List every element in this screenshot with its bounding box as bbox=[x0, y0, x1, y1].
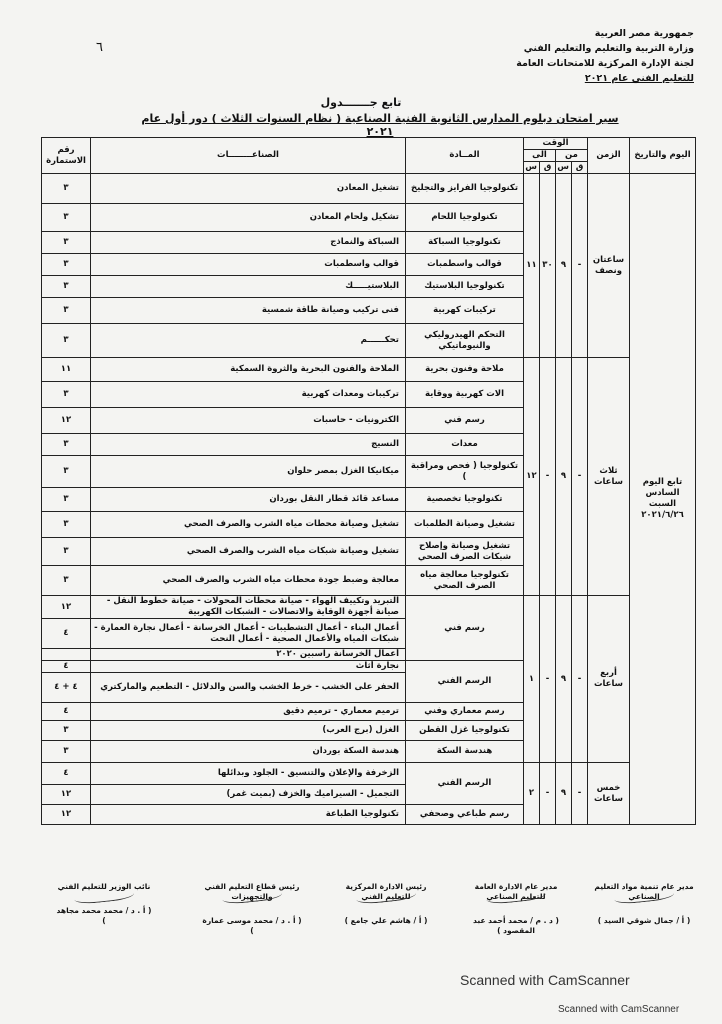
form-number-cell: ١١ bbox=[42, 358, 91, 382]
signature-block bbox=[594, 882, 694, 926]
table-subtitle: سير امتحان دبلوم المدارس الثانوية الفنية الصناعية ( نظام السنوات الثلاث ) دور أول عام ٢٠٢١ bbox=[141, 112, 619, 138]
from-minute-cell: - bbox=[572, 174, 588, 358]
form-number-cell: ١٢ bbox=[42, 785, 91, 805]
table-row bbox=[42, 763, 696, 785]
industry-cell: ترميم معماري - ترميم دقيق bbox=[91, 703, 406, 721]
industry-cell: الغزل (برج العرب) bbox=[91, 721, 406, 741]
signature-block bbox=[336, 882, 436, 926]
form-number-cell: ٣ bbox=[42, 324, 91, 358]
subject-cell: تركيبات كهربية bbox=[406, 298, 524, 324]
industry-cell: النسيج bbox=[91, 434, 406, 456]
signature-title: مدير عام الادارة العامة للتعليم الصناعي bbox=[474, 882, 558, 901]
form-number-cell: ٣ bbox=[42, 488, 91, 512]
subject-cell: تشغيل وصيانة الطلمبات bbox=[406, 512, 524, 538]
header-line: للتعليم الفني عام ٢٠٢١ bbox=[584, 73, 694, 84]
industry-cell: تكنولوجيا الطباعة bbox=[91, 805, 406, 825]
signatures-footer bbox=[36, 882, 694, 935]
form-number-cell: ٣ bbox=[42, 276, 91, 298]
duration-cell: خمس ساعات bbox=[588, 763, 630, 825]
form-number-cell: ١٢ bbox=[42, 408, 91, 434]
ministry-header bbox=[454, 26, 694, 86]
signature-name: ( د . م / محمد أحمد عبد المقصود ) bbox=[473, 916, 559, 935]
table-row bbox=[42, 358, 696, 382]
form-number-cell: ٣ bbox=[42, 204, 91, 232]
signature-block bbox=[466, 882, 566, 936]
subject-cell: ملاحة وفنون بحرية bbox=[406, 358, 524, 382]
from-minute-cell: - bbox=[572, 358, 588, 596]
form-number-cell bbox=[42, 649, 91, 661]
signature-name: ( أ . د / محمد موسى عمارة ) bbox=[202, 916, 302, 935]
duration-cell: ثلاث ساعات bbox=[588, 358, 630, 596]
industry-cell: الملاحة والفنون البحرية والثروة السمكية bbox=[91, 358, 406, 382]
subject-cell: قوالب واسطمبات bbox=[406, 254, 524, 276]
industry-cell: تشغيل وصيانة محطات مياه الشرب والصرف الصحي bbox=[91, 512, 406, 538]
from-hour-cell: ٩ bbox=[556, 763, 572, 825]
subject-cell: رسم فني bbox=[406, 596, 524, 661]
subject-cell: الرسم الفني bbox=[406, 763, 524, 805]
day-date-cell: تابع اليوم السادس السبت ٢٠٢١/٦/٢٦ bbox=[630, 174, 696, 825]
to-minute-cell: - bbox=[540, 763, 556, 825]
signature-block bbox=[54, 882, 154, 926]
header-time: الوقت bbox=[524, 138, 588, 150]
industry-cell: تحكــــــم bbox=[91, 324, 406, 358]
subject-cell: الات كهربية ووقاية bbox=[406, 382, 524, 408]
header-to-hour: س bbox=[524, 162, 540, 174]
subject-cell: هندسة السكة bbox=[406, 741, 524, 763]
industry-cell: الكترونيات - حاسبات bbox=[91, 408, 406, 434]
from-minute-cell: - bbox=[572, 763, 588, 825]
industry-cell: تشكيل ولحام المعادن bbox=[91, 204, 406, 232]
header-day-date: اليوم والتاريخ bbox=[630, 138, 696, 174]
subject-cell: رسم فني bbox=[406, 408, 524, 434]
header-subject: المــادة bbox=[406, 138, 524, 174]
industry-cell: نجارة أثاث bbox=[91, 661, 406, 673]
form-number-cell: ٤ + ٤ bbox=[42, 673, 91, 703]
header-from: من bbox=[556, 150, 588, 162]
header-line: جمهورية مصر العربية bbox=[594, 28, 694, 39]
industry-cell: هندسة السكة بوردان bbox=[91, 741, 406, 763]
signature-title: رئيس الادارة المركزية للتعليم الفني bbox=[345, 882, 427, 901]
subject-cell: تكنولوجيا الفرايز والتجليخ bbox=[406, 174, 524, 204]
subject-cell: تشغيل وصيانة وإصلاح شبكات الصرف الصحي bbox=[406, 538, 524, 566]
form-number-cell: ٣ bbox=[42, 232, 91, 254]
to-hour-cell: ١ bbox=[524, 596, 540, 763]
form-number-cell: ٣ bbox=[42, 254, 91, 276]
industry-cell: تشغيل وصيانة شبكات مياه الشرب والصرف الصحي bbox=[91, 538, 406, 566]
from-hour-cell: ٩ bbox=[556, 596, 572, 763]
header-line: لجنة الإدارة المركزية للامتحانات العامة bbox=[516, 58, 694, 69]
form-number-cell: ٤ bbox=[42, 661, 91, 673]
industry-cell: الحفر على الخشب - خرط الخشب والسن والدلائل - التطعيم والماركتري bbox=[91, 673, 406, 703]
form-number-cell: ٣ bbox=[42, 456, 91, 488]
industry-cell: التبريد وتكييف الهواء - صيانة محطات المحولات - صيانة خطوط النقل - صيانة أجهزة الوقاية والاتصالات - الشبكات الكهربية bbox=[91, 596, 406, 619]
camscanner-watermark: Scanned with CamScanner bbox=[460, 972, 630, 988]
from-hour-cell: ٩ bbox=[556, 358, 572, 596]
form-number-cell: ٣ bbox=[42, 512, 91, 538]
industry-cell: مساعد قائد قطار النقل بوردان bbox=[91, 488, 406, 512]
from-hour-cell: ٩ bbox=[556, 174, 572, 358]
form-number-cell: ٣ bbox=[42, 434, 91, 456]
subject-cell: تكنولوجيا غزل القطن bbox=[406, 721, 524, 741]
to-minute-cell: ٣٠ bbox=[540, 174, 556, 358]
industry-cell: البلاستيـــــك bbox=[91, 276, 406, 298]
subject-cell: الرسم الفني bbox=[406, 661, 524, 703]
header-form-number: رقم الاستمارة bbox=[42, 138, 91, 174]
subject-cell: رسم طباعي وصحفي bbox=[406, 805, 524, 825]
to-hour-cell: ٢ bbox=[524, 763, 540, 825]
signature-title: نائب الوزير للتعليم الفني bbox=[57, 882, 151, 891]
subject-cell: تكنولوجيا تخصصية bbox=[406, 488, 524, 512]
table-body bbox=[42, 174, 696, 825]
table-row bbox=[42, 596, 696, 619]
table-header bbox=[42, 138, 696, 174]
header-to: الى bbox=[524, 150, 556, 162]
form-number-cell: ٣ bbox=[42, 298, 91, 324]
header-from-minute: ق bbox=[572, 162, 588, 174]
industry-cell: معالجة وضبط جودة محطات مياه الشرب والصرف الصحي bbox=[91, 566, 406, 596]
header-industries: الصناعــــــــات bbox=[91, 138, 406, 174]
form-number-cell: ٤ bbox=[42, 763, 91, 785]
to-minute-cell: - bbox=[540, 358, 556, 596]
duration-cell: ساعتان ونصف bbox=[588, 174, 630, 358]
industry-cell: الزخرفة والإعلان والتنسيق - الجلود وبدائلها bbox=[91, 763, 406, 785]
form-number-cell: ٤ bbox=[42, 703, 91, 721]
industry-cell: فنى تركيب وصيانة طاقة شمسية bbox=[91, 298, 406, 324]
header-from-hour: س bbox=[556, 162, 572, 174]
to-minute-cell: - bbox=[540, 596, 556, 763]
subject-cell: التحكم الهيدروليكي والنيوماتيكي bbox=[406, 324, 524, 358]
industry-cell: أعمال البناء - أعمال التشطيبات - أعمال الخرسانة - أعمال نجارة العمارة - شبكات المياه والأعمال الصحية - أعمال النحت bbox=[91, 619, 406, 649]
header-line: وزارة التربية والتعليم والتعليم الفني bbox=[523, 43, 694, 54]
form-number-cell: ٣ bbox=[42, 538, 91, 566]
subject-cell: تكنولوجيا اللحام bbox=[406, 204, 524, 232]
table-row bbox=[42, 174, 696, 204]
form-number-cell: ١٢ bbox=[42, 596, 91, 619]
subject-cell: تكنولوجيا البلاستيك bbox=[406, 276, 524, 298]
camscanner-watermark-small: Scanned with CamScanner bbox=[558, 1004, 680, 1015]
signature-title: رئيس قطاع التعليم الفني والتجهيزات bbox=[204, 882, 300, 901]
signature-name: ( أ . د / محمد محمد مجاهد ) bbox=[56, 906, 152, 925]
exam-schedule-table bbox=[41, 137, 696, 825]
form-number-cell: ٣ bbox=[42, 566, 91, 596]
form-number-cell: ٣ bbox=[42, 741, 91, 763]
industry-cell: قوالب واسطمبات bbox=[91, 254, 406, 276]
signature-name: ( أ / هاشم علي جامع ) bbox=[344, 916, 428, 925]
to-hour-cell: ١٢ bbox=[524, 358, 540, 596]
form-number-cell: ٣ bbox=[42, 721, 91, 741]
form-number-cell: ٣ bbox=[42, 382, 91, 408]
subject-cell: رسم معماري وفني bbox=[406, 703, 524, 721]
to-hour-cell: ١١ bbox=[524, 174, 540, 358]
duration-cell: أربع ساعات bbox=[588, 596, 630, 763]
header-to-minute: ق bbox=[540, 162, 556, 174]
subject-cell: معدات bbox=[406, 434, 524, 456]
subject-cell: تكنولوجيا السباكة bbox=[406, 232, 524, 254]
form-number-cell: ١٢ bbox=[42, 805, 91, 825]
header-duration: الزمن bbox=[588, 138, 630, 174]
signature-title: مدير عام تنمية مواد التعليم الصناعي bbox=[594, 882, 694, 901]
industry-cell: ميكانيكا الغزل بمصر حلوان bbox=[91, 456, 406, 488]
industry-cell: تشغيل المعادن bbox=[91, 174, 406, 204]
signature-block bbox=[202, 882, 302, 936]
industry-cell: السباكة والنماذج bbox=[91, 232, 406, 254]
page-number: ٦ bbox=[96, 40, 103, 55]
subject-cell: تكنولوجيا ( فحص ومراقبة ) bbox=[406, 456, 524, 488]
subject-cell: تكنولوجيا معالجة مياه الصرف الصحي bbox=[406, 566, 524, 596]
form-number-cell: ٤ bbox=[42, 619, 91, 649]
table-title: تابع جـــــــدول bbox=[320, 96, 402, 109]
industry-cell: أعمال الخرسانة راسبين ٢٠٢٠ bbox=[91, 649, 406, 661]
form-number-cell: ٣ bbox=[42, 174, 91, 204]
signature-name: ( أ / جمال شوقي السيد ) bbox=[597, 916, 691, 925]
industry-cell: تركيبات ومعدات كهربية bbox=[91, 382, 406, 408]
from-minute-cell: - bbox=[572, 596, 588, 763]
industry-cell: التجميل - السيراميك والخزف (بميت غمر) bbox=[91, 785, 406, 805]
